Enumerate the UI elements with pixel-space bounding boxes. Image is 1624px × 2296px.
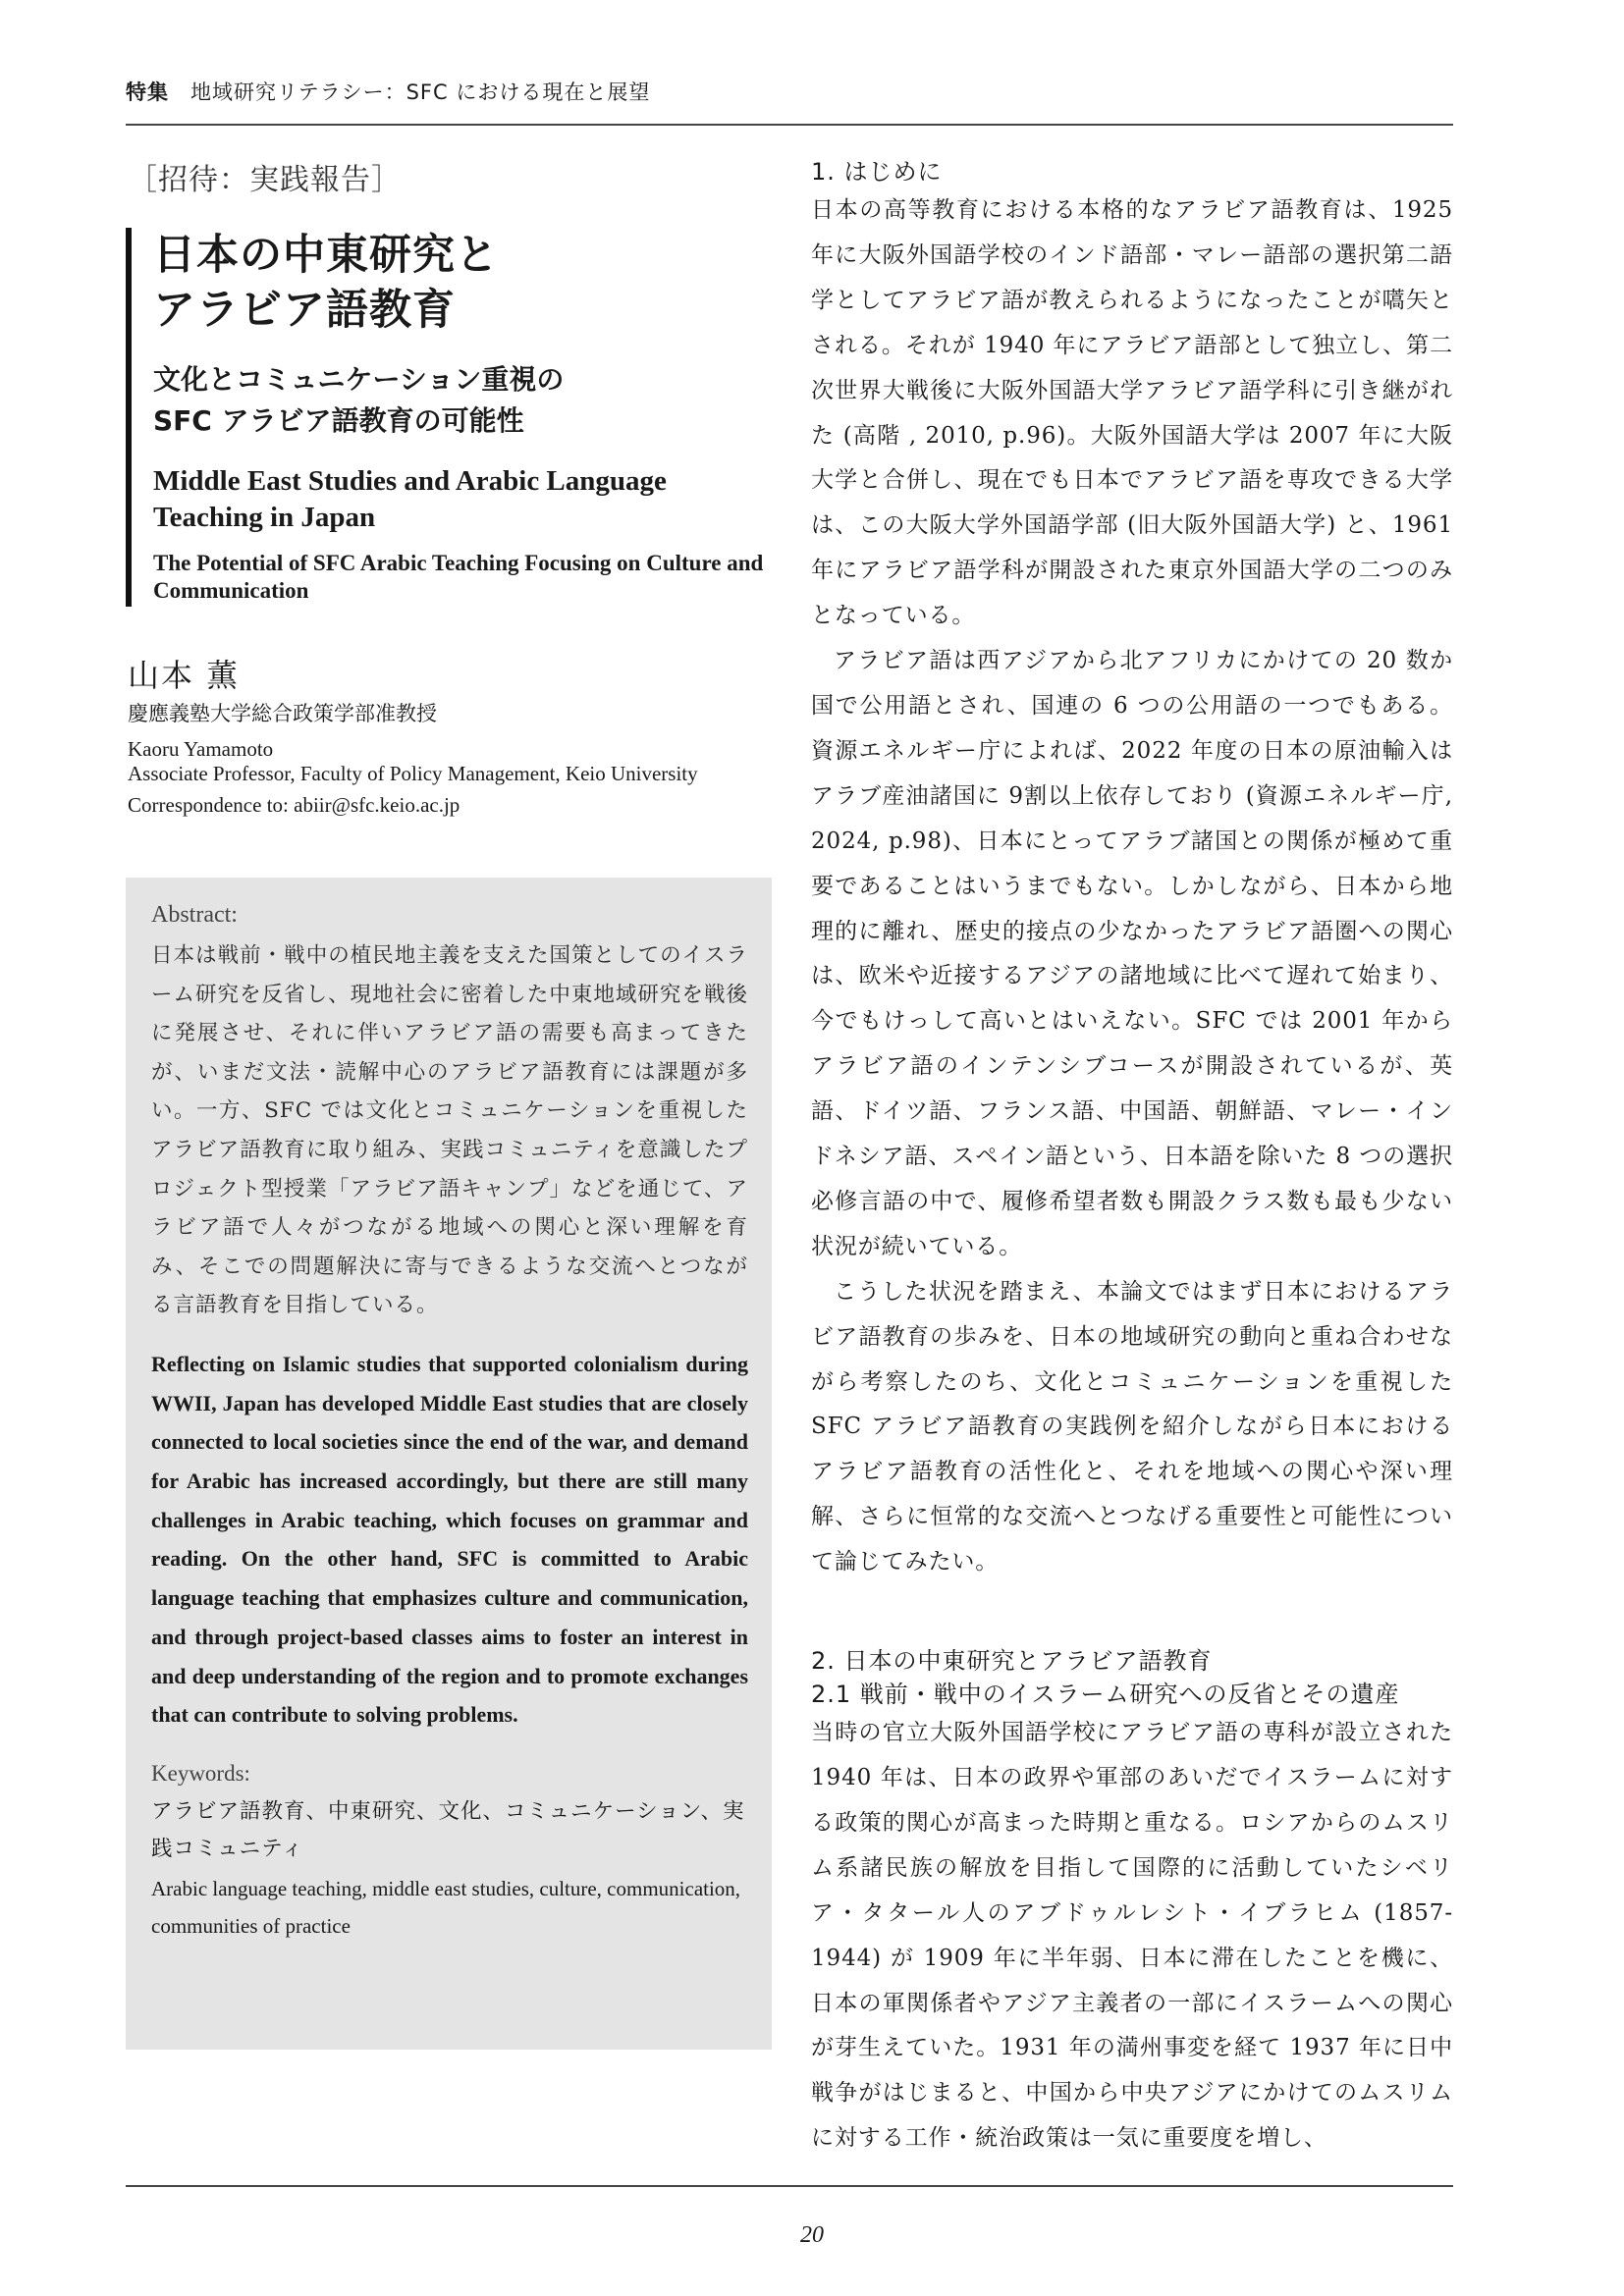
article-subtitle-en: The Potential of SFC Arabic Teaching Focusing on Culture and Communication <box>153 551 764 603</box>
header-divider <box>126 124 1453 126</box>
abstract-box <box>126 878 772 2050</box>
keywords-heading: Keywords: <box>151 1760 250 1786</box>
article-title-ja <box>153 228 774 338</box>
subtitle-ja-line2: SFC アラビア語教育の可能性 <box>153 404 524 437</box>
title-ja-line2: アラビア語教育 <box>153 286 456 335</box>
section-2-1-paragraph-1: 当時の官立大阪外国語学校にアラビア語の専科が設立された 1940 年は、日本の政界や軍部のあいだでイスラームに対する政策的関心が高まった時期と重なる。ロシアからのムスリム系諸民族の解放を目指して国際的に活動していたシベリア・タタール人のアブドゥルレシト・イブラヒム (1857-1944) が 1909 年に半年弱、日本に滞在したことを機に、日本の軍関係者やアジア主義者の一部にイスラームへの関心が芽生えていた。1931 年の満州事変を経て 1937 年に日中戦争がはじまると、中国から中央アジアにかけてのムスリムに対する工作・統治政策は一気に重要度を増し、 <box>811 1720 1453 2152</box>
article-title-en: Middle East Studies and Arabic Language Teaching in Japan <box>153 465 667 533</box>
author-affiliation-en: Associate Professor, Faculty of Policy Management, Keio University <box>128 762 698 785</box>
subtitle-ja-line1: 文化とコミュニケーション重視の <box>153 363 565 396</box>
article-subtitle-ja <box>153 359 774 442</box>
keywords-ja: アラビア語教育、中東研究、文化、コミュニケーション、実践コミュニティ <box>151 1798 745 1861</box>
section-2-heading: 2. 日本の中東研究とアラビア語教育 <box>811 1647 1213 1676</box>
left-column <box>126 155 774 818</box>
author-name-ja: 山本 薫 <box>128 657 241 694</box>
keywords-en: Arabic language teaching, middle east studies, culture, communication, communities of practice <box>151 1876 741 1938</box>
section-spacer <box>811 1585 1453 1644</box>
section-2-1-heading: 2.1 戦前・戦中のイスラーム研究への反省とその遺産 <box>811 1681 1400 1709</box>
section-1-paragraph-3: こうした状況を踏まえ、本論文ではまず日本におけるアラビア語教育の歩みを、日本の地域研究の動向と重ね合わせながら考察したのち、文化とコミュニケーションを重視した SFC アラビア語教育の実践例を紹介しながら日本におけるアラビア語教育の活性化と、それを地域への関心や深い理解、さらに恒常的な交流へとつなげる重要性と可能性について論じてみたい。 <box>811 1278 1453 1575</box>
author-correspondence: Correspondence to: abiir@sfc.keio.ac.jp <box>128 793 460 817</box>
title-block <box>126 228 774 607</box>
header-label: 特集 <box>126 80 169 104</box>
author-block <box>126 656 774 818</box>
section-1-paragraph-1: 日本の高等教育における本格的なアラビア語教育は、1925 年に大阪外国語学校のインド語部・マレー語部の選択第二語学としてアラビア語が教えられるようになったことが嚆矢とされる。それが 1940 年にアラビア語部として独立し、第二次世界大戦後に大阪外国語大学アラビア語学科に引き継がれた (高階 , 2010, p.96)。大阪外国語大学は 2007 年に大阪大学と合併し、現在でも日本でアラビア語を専攻できる大学は、この大阪大学外国語学部 (旧大阪外国語大学) と、1961 年にアラビア語学科が開設された東京外国語大学の二つのみとなっている。 <box>811 197 1453 629</box>
title-ja-line1: 日本の中東研究と <box>153 231 499 280</box>
section-1-heading: 1. はじめに <box>811 158 943 186</box>
abstract-text-ja: 日本は戦前・戦中の植民地主義を支えた国策としてのイスラーム研究を反省し、現地社会に密着した中東地域研究を戦後に発展させ、それに伴いアラビア語の需要も高まってきたが、いまだ文法・読解中心のアラビア語教育には課題が多い。一方、SFC では文化とコミュニケーションを重視したアラビア語教育に取り組み、実践コミュニティを意識したプロジェクト型授業「アラビア語キャンプ」などを通じて、アラビア語で人々がつながる地域への関心と深い理解を育み、そこでの問題解決に寄与できるような交流へとつながる言語教育を目指している。 <box>151 943 748 1318</box>
section-1-paragraph-2: アラビア語は西アジアから北アフリカにかけての 20 数か国で公用語とされ、国連の 6 つの公用語の一つでもある。資源エネルギー庁によれば、2022 年度の日本の原油輸入はアラブ産油諸国に 9割以上依存しており (資源エネルギー庁, 2024, p.98)、日本にとってアラブ諸国との関係が極めて重要であることはいうまでもない。しかしながら、日本から地理的に離れ、歴史的接点の少なかったアラビア語圏への関心は、欧米や近接するアジアの諸地域に比べて遅れて始まり、今でもけっして高いとはいえない。SFC では 2001 年からアラビア語のインテンシブコースが開設されているが、英語、ドイツ語、フランス語、中国語、朝鮮語、マレー・インドネシア語、スペイン語という、日本語を除いた 8 つの選択必修言語の中で、履修希望者数も開設クラス数も最も少ない状況が続いている。 <box>811 648 1453 1259</box>
footer-divider <box>126 2185 1453 2187</box>
author-affiliation-ja: 慶應義塾大学総合政策学部准教授 <box>128 702 437 725</box>
header-title: 地域研究リテラシー：SFC における現在と展望 <box>190 80 651 104</box>
right-column <box>811 155 1453 2162</box>
abstract-text-en: Reflecting on Islamic studies that supported colonialism during WWII, Japan has developed Middle East studies that are closely connected to local societies since the end of the war, and demand for Arabic has increased accordingly, but there are still many challenges in Arabic teaching, which focuses on grammar and reading. On the other hand, SFC is committed to Arabic language teaching that emphasizes culture and communication, and through project-based classes aims to foster an interest in and deep understanding of the region and to promote exchanges that can contribute to solving problems. <box>151 1351 748 1728</box>
page-number: 20 <box>800 2222 824 2248</box>
author-name-en: Kaoru Yamamoto <box>128 737 274 761</box>
running-header <box>126 77 1453 106</box>
abstract-heading: Abstract: <box>151 902 238 928</box>
article-category: ［招待：実践報告］ <box>128 163 402 197</box>
